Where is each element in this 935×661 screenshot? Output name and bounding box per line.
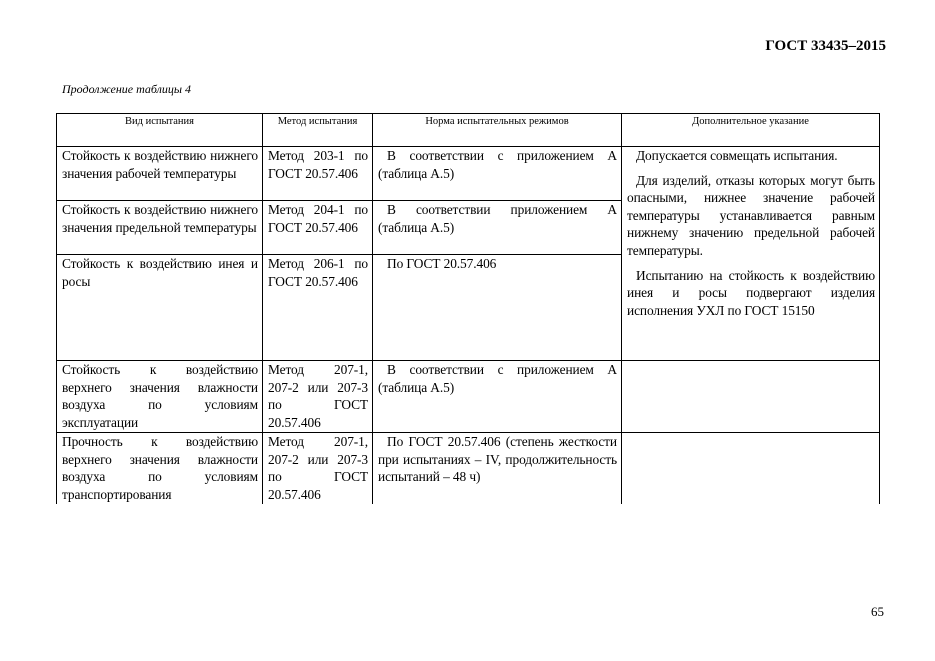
test-table [56, 113, 880, 504]
note-paragraph: Для изделий, отказы которых могут быть опасными, нижнее значение рабочей температуры устанавливается равным нижнему значению предельной рабочей температуры. [627, 172, 875, 258]
note-paragraph: Допускается совмещать испытания. [636, 148, 838, 163]
note-cell [622, 433, 880, 505]
test-cell: Стойкость к воздействию инея и росы [57, 255, 263, 361]
page-number: 65 [871, 604, 884, 619]
norm-cell: В соответствии с приложением А (таблица А.5) [373, 147, 622, 201]
column-header-test: Вид испытания [57, 114, 263, 147]
test-cell: Прочность к воздействию верхнего значения влажности воздуха по условиям транспортирования [57, 433, 263, 505]
standard-code: ГОСТ 33435–2015 [765, 38, 886, 54]
table-header-row [57, 114, 880, 147]
test-cell: Стойкость к воздействию нижнего значения предельной температуры [57, 201, 263, 255]
test-cell: Стойкость к воздействию нижнего значения рабочей температуры [57, 147, 263, 201]
test-cell: Стойкость к воздействию верхнего значения влажности воздуха по условиям эксплуатации [57, 361, 263, 433]
method-cell: Метод 207-1, 207-2 или 207-3 по ГОСТ 20.57.406 [263, 433, 373, 505]
merged-note-cell [622, 147, 880, 361]
column-header-note: Дополнительное указание [622, 114, 880, 147]
method-cell: Метод 203-1 по ГОСТ 20.57.406 [263, 147, 373, 201]
note-paragraph: Испытанию на стойкость к воздействию инея и росы подвергают изделия исполнения УХЛ по ГОСТ 15150 [627, 267, 875, 318]
norm-cell: В соответствии приложением А (таблица А.5) [373, 201, 622, 255]
table-continuation-caption: Продолжение таблицы 4 [62, 82, 192, 96]
method-cell: Метод 207-1, 207-2 или 207-3 по ГОСТ 20.57.406 [263, 361, 373, 433]
table-row [57, 361, 880, 433]
column-header-method: Метод испытания [263, 114, 373, 147]
norm-cell: По ГОСТ 20.57.406 (степень жесткости при испытаниях – IV, продолжительность испытаний – 48 ч) [373, 433, 622, 505]
norm-cell: В соответствии с приложением А (таблица А.5) [373, 361, 622, 433]
norm-cell: По ГОСТ 20.57.406 [373, 255, 622, 361]
method-cell: Метод 206-1 по ГОСТ 20.57.406 [263, 255, 373, 361]
column-header-norm: Норма испытательных режимов [373, 114, 622, 147]
method-cell: Метод 204-1 по ГОСТ 20.57.406 [263, 201, 373, 255]
table-row [57, 433, 880, 505]
table-row [57, 147, 880, 201]
note-cell [622, 361, 880, 433]
